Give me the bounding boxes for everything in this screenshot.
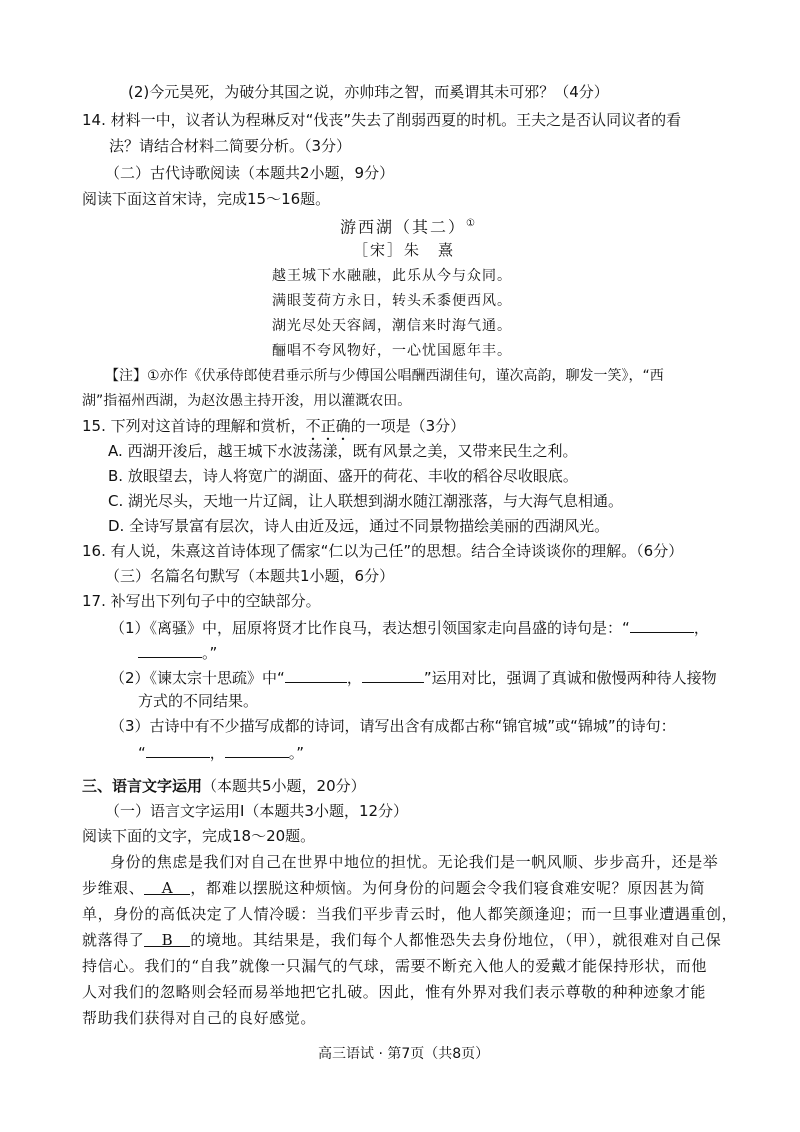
- q17-part2: （2）《谏太宗十思疏》中“ ， ”运用对比，强调了真诚和傲慢两种待人接物: [110, 666, 717, 688]
- q17-stem: 17. 补写出下列句子中的空缺部分。: [82, 592, 321, 610]
- emphasis-not-correct: 不正确: [305, 417, 351, 435]
- answer-blank[interactable]: [630, 616, 694, 633]
- q15-option-d: D. 全诗写景富有层次，诗人由近及远，通过不同景物描绘美丽的西湖风光。: [108, 517, 610, 535]
- blank-b[interactable]: B: [144, 930, 190, 947]
- blank-a[interactable]: A: [144, 878, 190, 895]
- passage-line-5: 持信心。我们的“自我”就像一只漏气的气球，需要不断充入他人的爱戴才能保持形状，而他: [82, 957, 707, 975]
- answer-blank[interactable]: [285, 666, 347, 683]
- q14-line1: 14. 材料一中，议者认为程琳反对“伐丧”失去了削弱西夏的时机。王夫之是否认同议者的看: [82, 111, 682, 129]
- part3-heading: 三、语言文字运用（本题共5小题，20分）: [82, 777, 366, 795]
- answer-blank[interactable]: [225, 741, 289, 758]
- q13-part2: (2)今元昊死，为破分其国之说，亦帅玮之智，而奚谓其未可邪？（4分）: [128, 83, 609, 101]
- section3-heading: （三）名篇名句默写（本题共1小题，6分）: [105, 567, 395, 585]
- passage-line-2: 步维艰、 A ，都难以摆脱这种烦恼。为何身份的问题会令我们寝食难安呢？原因甚为简: [82, 879, 706, 897]
- passage-line-4: 就落得了 B 的境地。其结果是，我们每个人都惟恐失去身份地位，（甲），就很难对自己保: [82, 931, 722, 949]
- footnote-marker: ①: [466, 218, 477, 229]
- q15-option-a: A. 西湖开浚后，越王城下水波荡漾，既有风景之美，又带来民生之利。: [108, 442, 578, 460]
- answer-blank[interactable]: [138, 641, 202, 658]
- part3-sub-heading: （一）语言文字运用Ⅰ（本题共3小题，12分）: [105, 802, 409, 820]
- part3-intro: 阅读下面的文字，完成18～20题。: [82, 827, 316, 845]
- q17-part3-cont: “ ， 。”: [138, 741, 304, 763]
- q16-stem: 16. 有人说，朱熹这首诗体现了儒家“仁以为己任”的思想。结合全诗谈谈你的理解。（6分）: [82, 542, 684, 560]
- poem-line-2: 满眼芰荷方永日，转头禾黍便西风。: [272, 293, 512, 309]
- q17-part3: （3）古诗中有不少描写成都的诗词，请写出含有成都古称“锦官城”或“锦城”的诗句：: [110, 717, 676, 735]
- page-footer: 高三语试 · 第7页（共8页）: [318, 1046, 490, 1062]
- poem-note-line1: 【注】①亦作《伏承侍郎使君垂示所与少傅国公唱酬西湖佳句，谨次高韵，聊发一笑》，“西: [105, 368, 664, 384]
- answer-blank[interactable]: [362, 666, 424, 683]
- passage-line-3: 单，身份的高低决定了人情冷暖：当我们平步青云时，他人都笑颜逢迎；而一旦事业遭遇重创，: [82, 905, 738, 923]
- q15-option-c: C. 湖光尽头，天地一片辽阔，让人联想到湖水随江潮涨落，与大海气息相通。: [108, 492, 624, 510]
- passage-line-1: 身份的焦虑是我们对自己在世界中地位的担忧。无论我们是一帆风顺、步步高升，还是举: [110, 853, 719, 871]
- section2-intro: 阅读下面这首宋诗，完成15～16题。: [82, 190, 331, 208]
- q17-part2-cont: 方式的不同结果。: [138, 692, 259, 710]
- poem-line-1: 越王城下水融融，此乐从今与众同。: [272, 268, 512, 284]
- q17-part1-cont: 。”: [138, 641, 217, 663]
- poem-line-4: 酾唱不夸风物好，一心忧国愿年丰。: [272, 343, 512, 359]
- q15-option-b: B. 放眼望去，诗人将宽广的湖面、盛开的荷花、丰收的稻谷尽收眼底。: [108, 467, 578, 485]
- poem-note-line2: 湖”指福州西湖，为赵汝愚主持开浚，用以灌溉农田。: [82, 393, 412, 409]
- answer-blank[interactable]: [146, 741, 210, 758]
- q15-stem: 15. 下列对这首诗的理解和赏析，不正确的一项是（3分）: [82, 417, 466, 435]
- poem-author: ［宋］朱 熹: [353, 241, 456, 259]
- poem-line-3: 湖光尽处天容阔，潮信来时海气通。: [272, 318, 512, 334]
- poem-title: 游西湖（其二）①: [340, 217, 477, 237]
- q17-part1: （1）《离骚》中，屈原将贤才比作良马，表达想引领国家走向昌盛的诗句是：“ ，: [110, 616, 709, 638]
- section2-heading: （二）古代诗歌阅读（本题共2小题，9分）: [105, 164, 395, 182]
- passage-line-7: 帮助我们获得对自己的良好感觉。: [82, 1009, 317, 1027]
- passage-line-6: 人对我们的忽略则会轻而易举地把它扎破。因此，惟有外界对我们表示尊敬的种种迹象才能: [82, 983, 707, 1001]
- q14-line2: 法？请结合材料二简要分析。（3分）: [109, 137, 352, 155]
